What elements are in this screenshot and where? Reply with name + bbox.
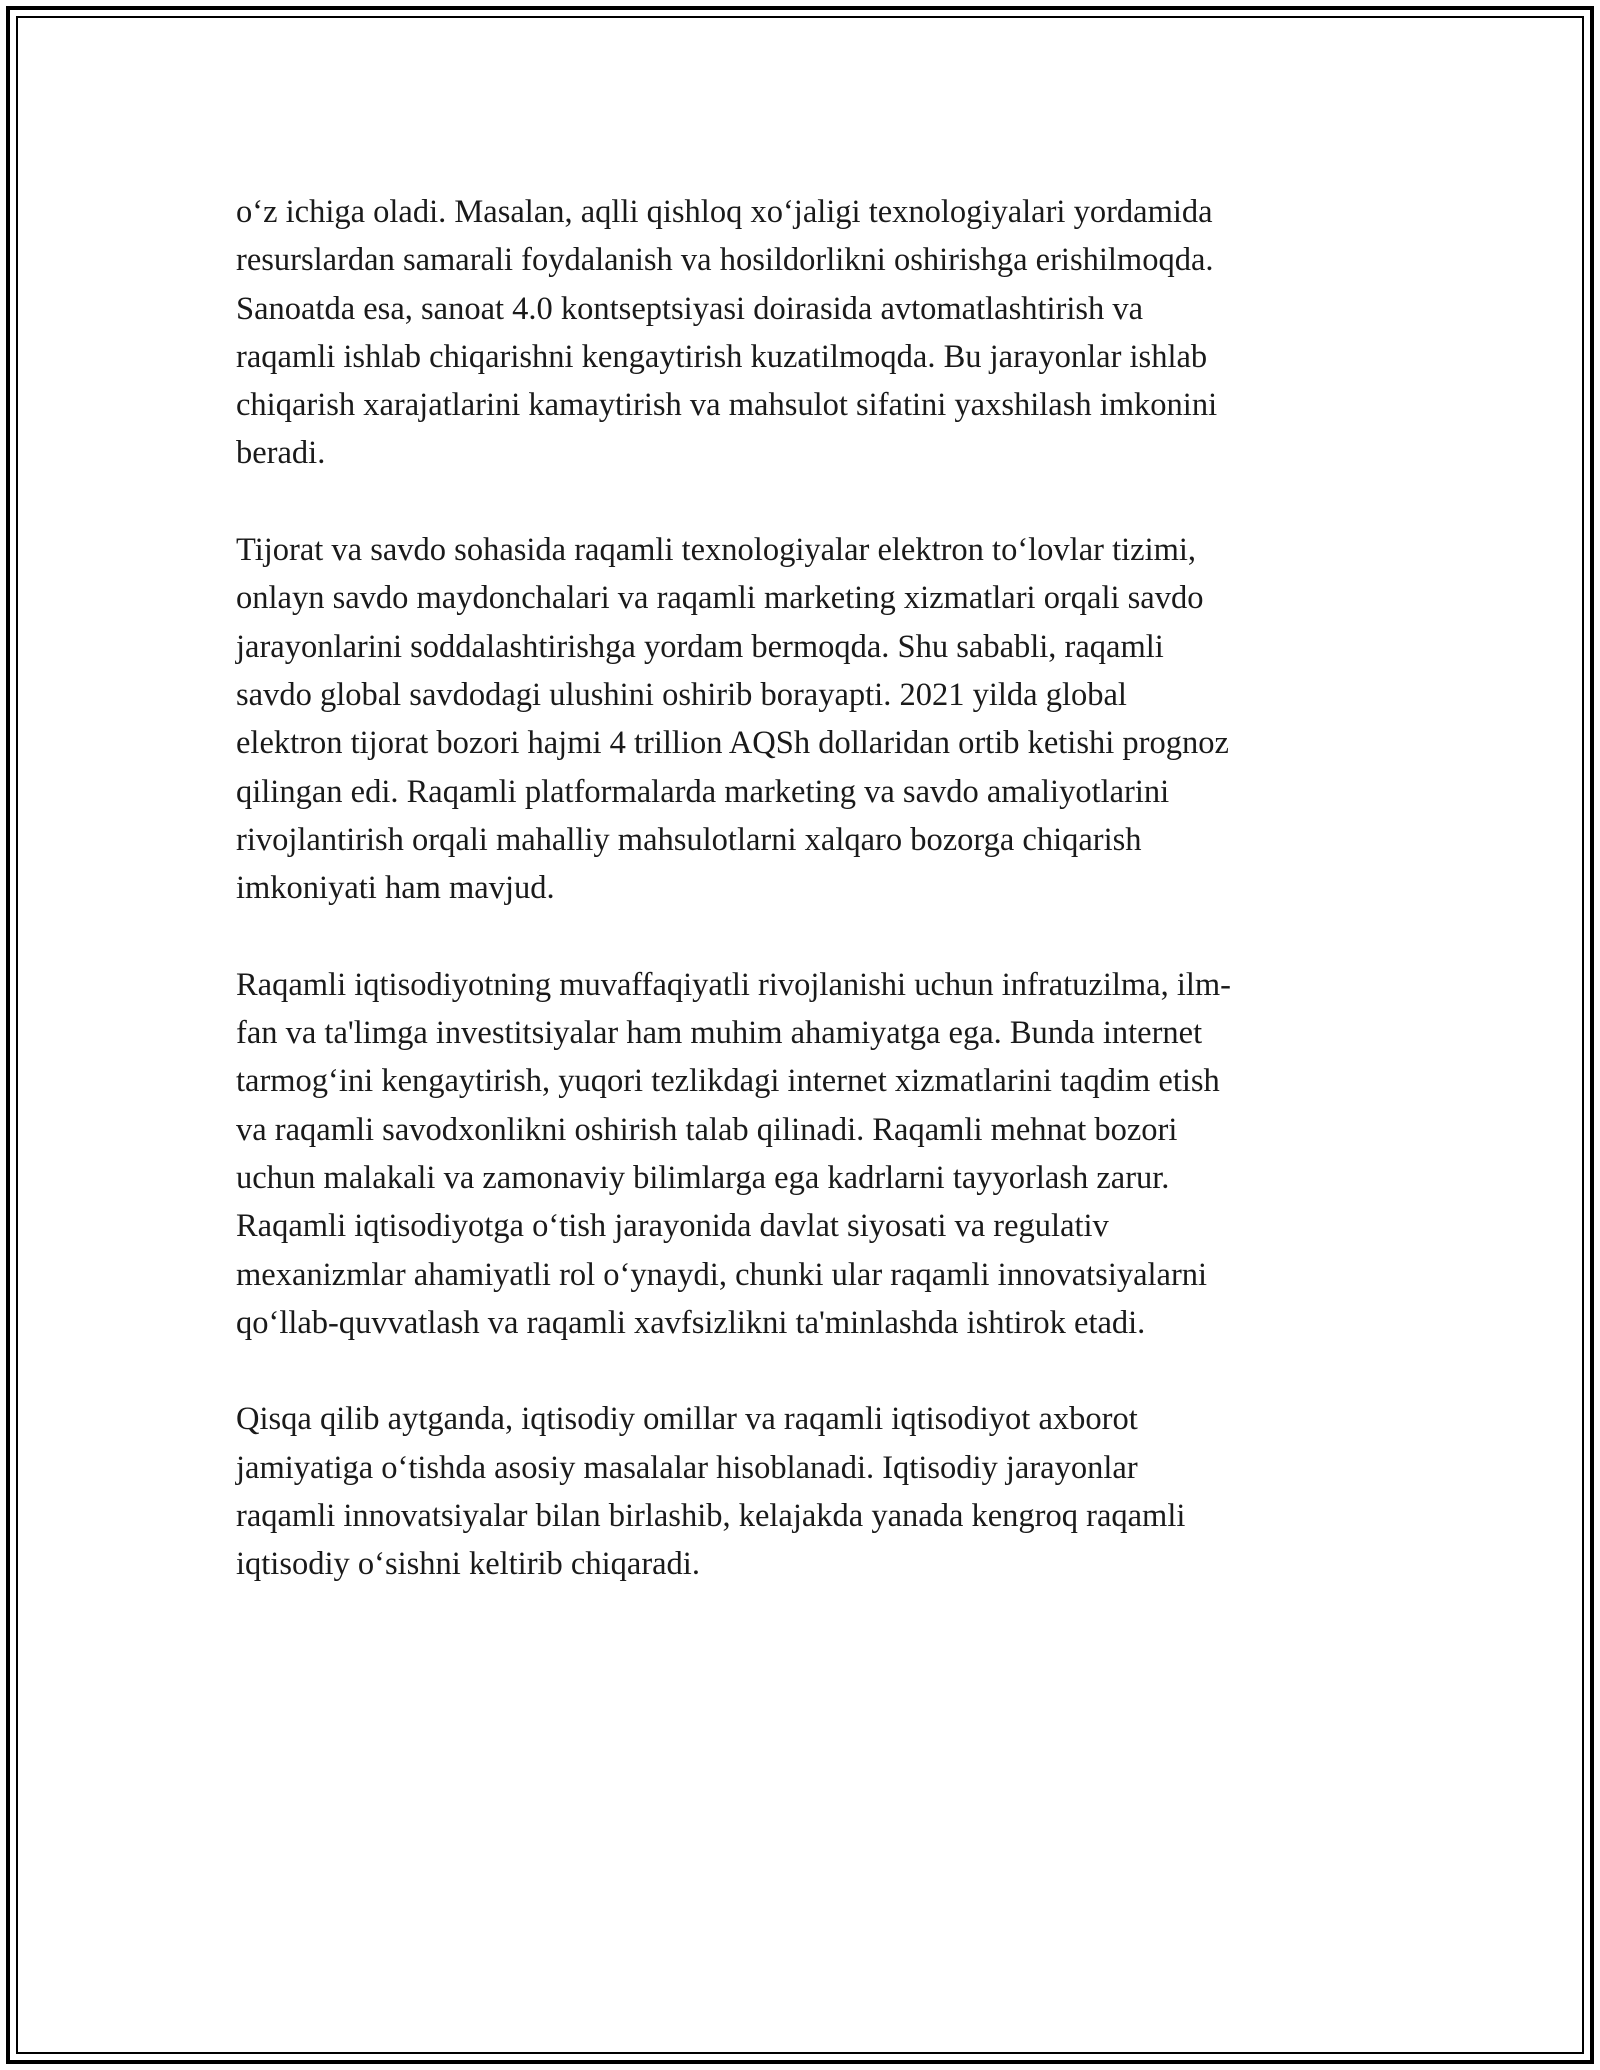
paragraph-1: o‘z ichiga oladi. Masalan, aqlli qishloq xo‘jaligi texnologiyalari yordamida resurslardan samarali foydalanish va hosildorlikni oshirishga erishilmoqda. Sanoatda esa, sanoat 4.0 kontseptsiyasi doirasida avtomatlashtirish va raqamli ishlab chiqarishni kengaytirish kuzatilmoqda. Bu jarayonlar ishlab chiqarish xarajatlarini kamaytirish va mahsulot sifatini yaxshilash imkonini beradi.: [236, 194, 1218, 472]
paragraph-2: Tijorat va savdo sohasida raqamli texnologiyalar elektron to‘lovlar tizimi, onlayn savdo maydonchalari va raqamli marketing xizmatlari orqali savdo jarayonlarini soddalashtirishga yordam bermoqda. Shu sababli, raqamli savdo global savdodagi ulushini oshirib borayapti. 2021 yilda global elektron tijorat bozori hajmi 4 trillion AQSh dollaridan ortib ketishi prognoz qilingan edi. Raqamli platformalarda marketing va savdo amaliyotlarini rivojlantirish orqali mahalliy mahsulotlarni xalqaro bozorga chiqarish imkoniyati ham mavjud.: [236, 532, 1229, 907]
document-body: [236, 188, 1360, 1637]
paragraph-4: Qisqa qilib aytganda, iqtisodiy omillar va raqamli iqtisodiyot axborot jamiyatiga o‘tishda asosiy masalalar hisoblanadi. Iqtisodiy jarayonlar raqamli innovatsiyalar bilan birlashib, kelajakda yanada kengroq raqamli iqtisodiy o‘sishni keltirib chiqaradi.: [236, 1401, 1186, 1583]
paragraph-3: Raqamli iqtisodiyotning muvaffaqiyatli rivojlanishi uchun infratuzilma, ilm- fan va ta'limga investitsiyalar ham muhim ahamiyatga ega. Bunda internet tarmog‘ini kengaytirish, yuqori tezlikdagi internet xizmatlarini taqdim etish va raqamli savodxonlikni oshirish talab qilinadi. Raqamli mehnat bozori uchun malakali va zamonaviy bilimlarga ega kadrlarni tayyorlash zarur. Raqamli iqtisodiyotga o‘tish jarayonida davlat siyosati va regulativ mexanizmlar ahamiyatli rol o‘ynaydi, chunki ular raqamli innovatsiyalarni qo‘llab-quvvatlash va raqamli xavfsizlikni ta'minlashda ishtirok etadi.: [236, 966, 1231, 1341]
